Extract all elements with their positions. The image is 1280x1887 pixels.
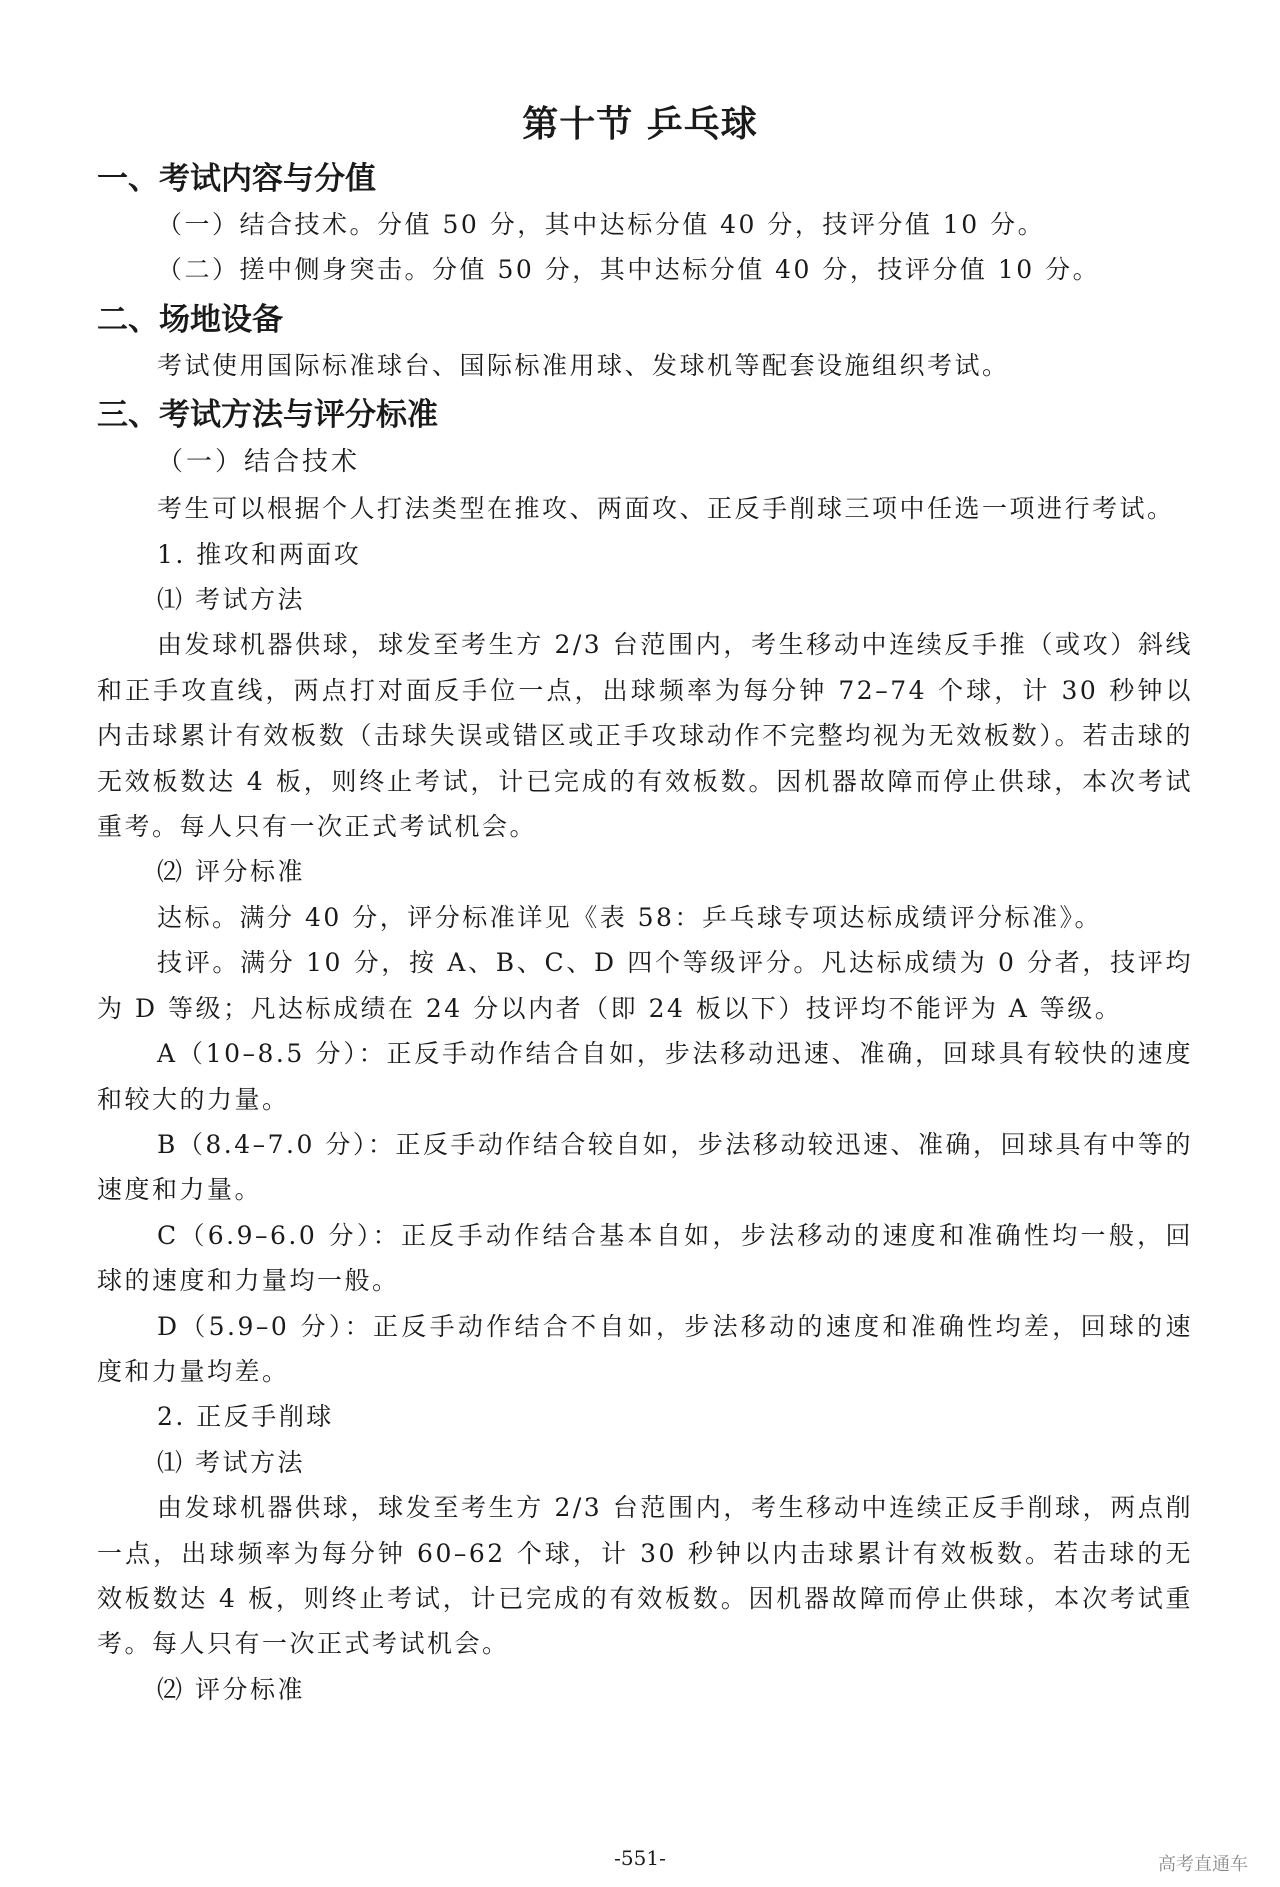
page-number: -551- [614, 1846, 666, 1870]
paragraph: 考试使用国际标准球台、国际标准用球、发球机等配套设施组织考试。 [157, 350, 1010, 380]
paragraph: 由发球机器供球，球发至考生方 2/3 台范围内，考生移动中连续正反手削球，两点削一点，出球频率为每分钟 60–62 个球，计 30 秒钟以内击球累计有效板数。若击球的无效板数达 4 板，则终止考试，计已完成的有效板数。因机器故障而停止供球，本次考试重考。每人只有一次正式考试机会。 [97, 1493, 1193, 1659]
document-body [97, 156, 1193, 1712]
paragraph: （二）搓中侧身突击。分值 50 分，其中达标分值 40 分，技评分值 10 分。 [157, 255, 1101, 285]
watermark: 高考直通车 [1158, 1854, 1248, 1875]
paragraph: 达标。满分 40 分，评分标准详见《表 58：乒乓球专项达标成绩评分标准》。 [157, 902, 1102, 932]
section-heading-1: 一、考试内容与分值 [97, 161, 376, 197]
item-heading: 2. 正反手削球 [157, 1402, 334, 1432]
grade-d-paragraph: D（5.9–0 分）：正反手动作结合不自如，步法移动的速度和准确性均差，回球的速度和力量均差。 [97, 1311, 1193, 1386]
paragraph: 由发球机器供球，球发至考生方 2/3 台范围内，考生移动中连续反手推（或攻）斜线和正手攻直线，两点打对面反手位一点，出球频率为每分钟 72–74 个球，计 30 秒钟以内击球累计有效板数（击球失误或错区或正手攻球动作不完整均视为无效板数）。若击球的无效板数达 4 板，则终止考试，计已完成的有效板数。因机器故障而停止供球，本次考试重考。每人只有一次正式考试机会。 [97, 630, 1193, 842]
item-subheading: ⑵ 评分标准 [157, 1674, 305, 1704]
subsection-heading: （一）结合技术 [157, 447, 361, 478]
page-title: 第十节 乒乓球 [522, 104, 758, 145]
item-subheading: ⑵ 评分标准 [157, 857, 305, 887]
paragraph: （一）结合技术。分值 50 分，其中达标分值 40 分，技评分值 10 分。 [157, 210, 1046, 239]
paragraph: 技评。满分 10 分，按 A、B、C、D 四个等级评分。凡达标成绩为 0 分者，技评均为 D 等级；凡达标成绩在 24 分以内者（即 24 板以下）技评均不能评为 A 等级。 [97, 948, 1193, 1023]
item-heading: 1. 推攻和两面攻 [157, 539, 362, 569]
grade-b-paragraph: B（8.4–7.0 分）：正反手动作结合较自如，步法移动较迅速、准确，回球具有中等的速度和力量。 [97, 1129, 1193, 1205]
section-heading-2: 二、场地设备 [97, 301, 283, 338]
section-heading-3: 三、考试方法与评分标准 [97, 397, 438, 434]
item-subheading: ⑴ 考试方法 [157, 1447, 305, 1477]
paragraph: 考生可以根据个人打法类型在推攻、两面攻、正反手削球三项中任选一项进行考试。 [157, 494, 1175, 524]
grade-a-paragraph: A（10–8.5 分）：正反手动作结合自如，步法移动迅速、准确，回球具有较快的速度和较大的力量。 [97, 1039, 1193, 1114]
grade-c-paragraph: C（6.9–6.0 分）：正反手动作结合基本自如，步法移动的速度和准确性均一般，回球的速度和力量均一般。 [97, 1220, 1193, 1296]
item-subheading: ⑴ 考试方法 [157, 585, 305, 615]
